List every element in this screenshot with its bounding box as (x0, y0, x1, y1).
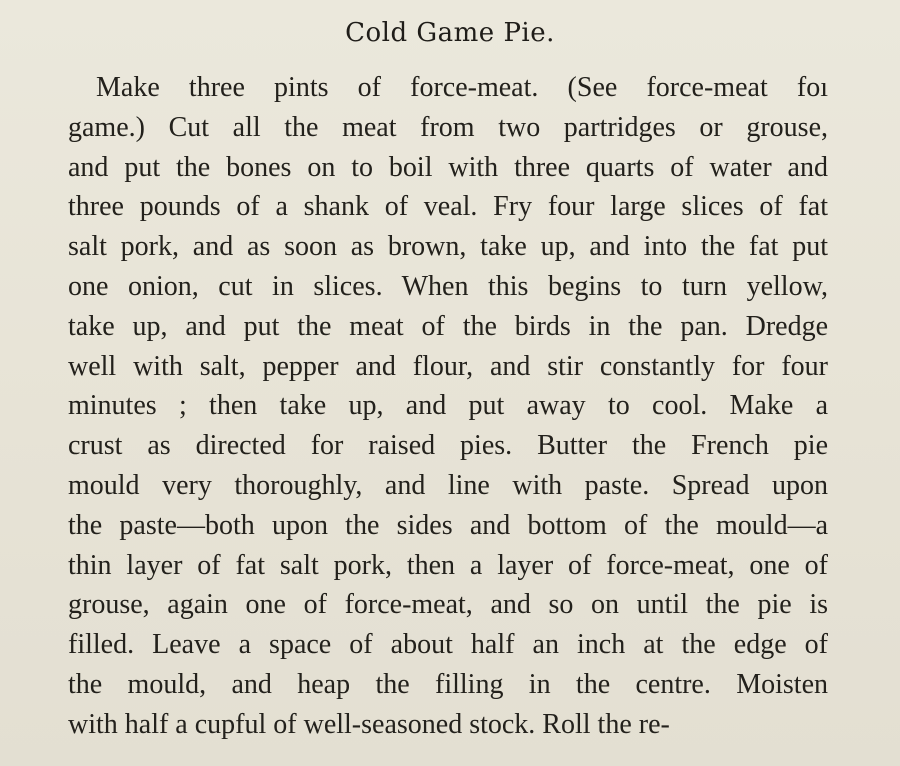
text-line: and put the bones on to boil with three quarts of water and (68, 151, 828, 183)
text-line: minutes ; then take up, and put away to cool. Make a (68, 390, 828, 422)
text-line: the paste—both upon the sides and bottom of the mould—a (68, 509, 828, 541)
text-line: the mould, and heap the filling in the centre. Moisten (68, 668, 828, 700)
recipe-body (68, 68, 828, 745)
text-line: salt pork, and as soon as brown, take up, and into the fat put (68, 231, 828, 263)
text-line: one onion, cut in slices. When this begins to turn yellow, (68, 270, 828, 302)
text-line: thin layer of fat salt pork, then a layer of force-meat, one of (68, 549, 828, 581)
text-line: three pounds of a shank of veal. Fry four large slices of fat (68, 191, 828, 223)
recipe-title: Cold Game Pie. (345, 18, 555, 48)
text-line: filled. Leave a space of about half an inch at the edge of (68, 629, 828, 661)
text-line: game.) Cut all the meat from two partridges or grouse, (68, 111, 828, 143)
text-line: crust as directed for raised pies. Butter the French pie (68, 430, 828, 462)
text-line: Make three pints of force-meat. (See force-meat foı (96, 72, 828, 103)
text-line: mould very thoroughly, and line with paste. Spread upon (68, 469, 828, 501)
text-line: well with salt, pepper and flour, and stir constantly for four (68, 350, 828, 382)
text-line: grouse, again one of force-meat, and so on until the pie is (68, 589, 828, 621)
text-line: take up, and put the meat of the birds in the pan. Dredge (68, 310, 828, 342)
text-line: with half a cupful of well-seasoned stock. Roll the re- (68, 708, 670, 740)
